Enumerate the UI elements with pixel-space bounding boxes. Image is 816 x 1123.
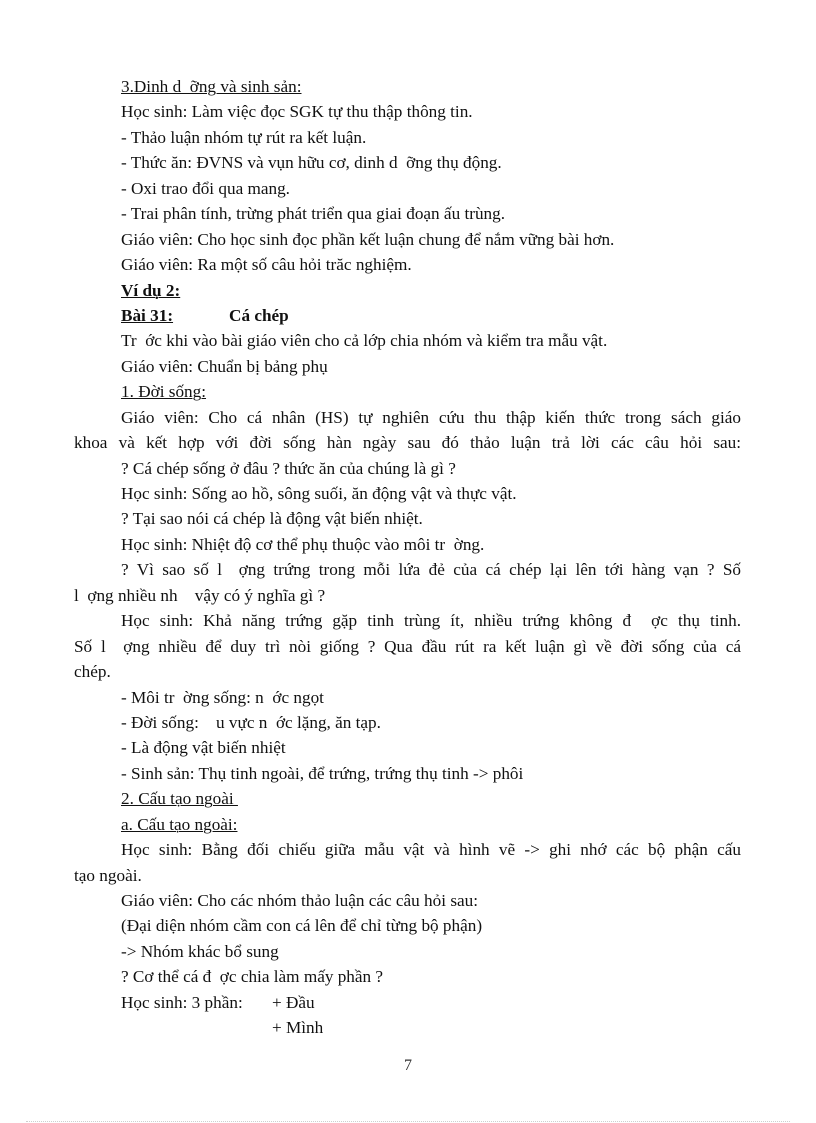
question-line: ? Cơ thể cá đ ợc chia làm mấy phần ? (121, 967, 384, 987)
text-line: Giáo viên: Cho các nhóm thảo luận các câu hỏi sau: (121, 891, 479, 910)
text-line: Giáo viên: Cho cá nhân (HS) tự nghiên cứu thu thập kiến thức trong sách giáo (121, 407, 741, 427)
section-heading-doi-song: 1. Đời sống: (121, 382, 207, 402)
subsection-heading-cau-tao-a: a. Cấu tạo ngoài: (121, 814, 238, 834)
text-line: Giáo viên: Chuẩn bị bảng phụ (121, 356, 328, 376)
text-line: khoa và kết hợp với đời sống hàn ngày sau đó thảo luận trả lời các câu hỏi sau: (74, 433, 741, 453)
text-line: Số l ợng nhiều để duy trì nòi giống ? Qua đầu rút ra kết luận gì về đời sống của cá (74, 636, 741, 656)
text-line: - Thảo luận nhóm tự rút ra kết luận. (121, 127, 367, 147)
question-line: ? Cá chép sống ở đâu ? thức ăn của chúng là gì ? (121, 458, 456, 478)
document-body (74, 74, 741, 1041)
question-line: ? Vì sao số l ợng trứng trong mỗi lứa đẻ của cá chép lại lên tới hàng vạn ? Số (121, 560, 741, 580)
list-item: - Đời sống: u vực n ớc lặng, ăn tạp. (121, 712, 381, 732)
page-bottom-border (26, 1121, 790, 1122)
list-item: - Sinh sản: Thụ tinh ngoài, để trứng, trứng thụ tinh -> phôi (121, 763, 524, 783)
text-line: Giáo viên: Cho học sinh đọc phần kết luận chung để nắm vững bài hơn. (121, 229, 615, 249)
text-line: tạo ngoài. (74, 865, 142, 885)
text-line: chép. (74, 662, 111, 682)
section-heading-dinh-duong: 3.Dinh d ỡng và sinh sản: (121, 77, 302, 96)
text-line: Học sinh: Bằng đối chiếu giữa mẫu vật và hình vẽ -> ghi nhớ các bộ phận cấu (121, 840, 741, 860)
text-line: (Đại diện nhóm cầm con cá lên để chỉ từng bộ phận) (121, 916, 483, 936)
text-line: Học sinh: Khả năng trứng gặp tinh trùng ít, nhiều trứng không đ ợc thụ tinh. (121, 611, 741, 631)
part-item: + Mình (272, 1018, 324, 1038)
question-line: l ợng nhiều nh vậy có ý nghĩa gì ? (74, 585, 326, 605)
example-heading: Ví dụ 2: (121, 280, 181, 300)
text-line: Học sinh: Làm việc đọc SGK tự thu thập thông tin. (121, 102, 473, 122)
part-item: + Đầu (272, 992, 315, 1012)
text-line (74, 1015, 741, 1040)
text-line: Học sinh: 3 phần: + Đầu (74, 990, 741, 1015)
list-item: - Môi tr ờng sống: n ớc ngọt (121, 687, 324, 707)
lesson-number: Bài 31: (121, 305, 174, 325)
text-line: Học sinh: Nhiệt độ cơ thể phụ thuộc vào môi tr ờng. (121, 534, 485, 554)
question-line: ? Tại sao nói cá chép là động vật biến nhiệt. (121, 509, 423, 529)
text-line: Tr ớc khi vào bài giáo viên cho cả lớp chia nhóm và kiểm tra mẫu vật. (121, 331, 608, 351)
text-line: - Thức ăn: ĐVNS và vụn hữu cơ, dinh d ỡng thụ động. (121, 153, 502, 173)
text-line: - Oxi trao đổi qua mang. (121, 178, 290, 198)
lesson-name: Cá chép (229, 305, 289, 325)
text-line: Học sinh: Sống ao hồ, sông suối, ăn động vật và thực vật. (121, 484, 517, 503)
page-number: 7 (404, 1057, 412, 1074)
list-item: - Là động vật biến nhiệt (121, 738, 286, 758)
text-line: -> Nhóm khác bổ sung (121, 941, 279, 961)
lesson-title (74, 303, 741, 328)
section-heading-cau-tao: 2. Cấu tạo ngoài (121, 789, 238, 809)
text-line: Giáo viên: Ra một số câu hỏi trăc nghiệm. (121, 255, 412, 275)
text-line: - Trai phân tính, trừng phát triển qua giai đoạn ấu trùng. (121, 204, 506, 224)
